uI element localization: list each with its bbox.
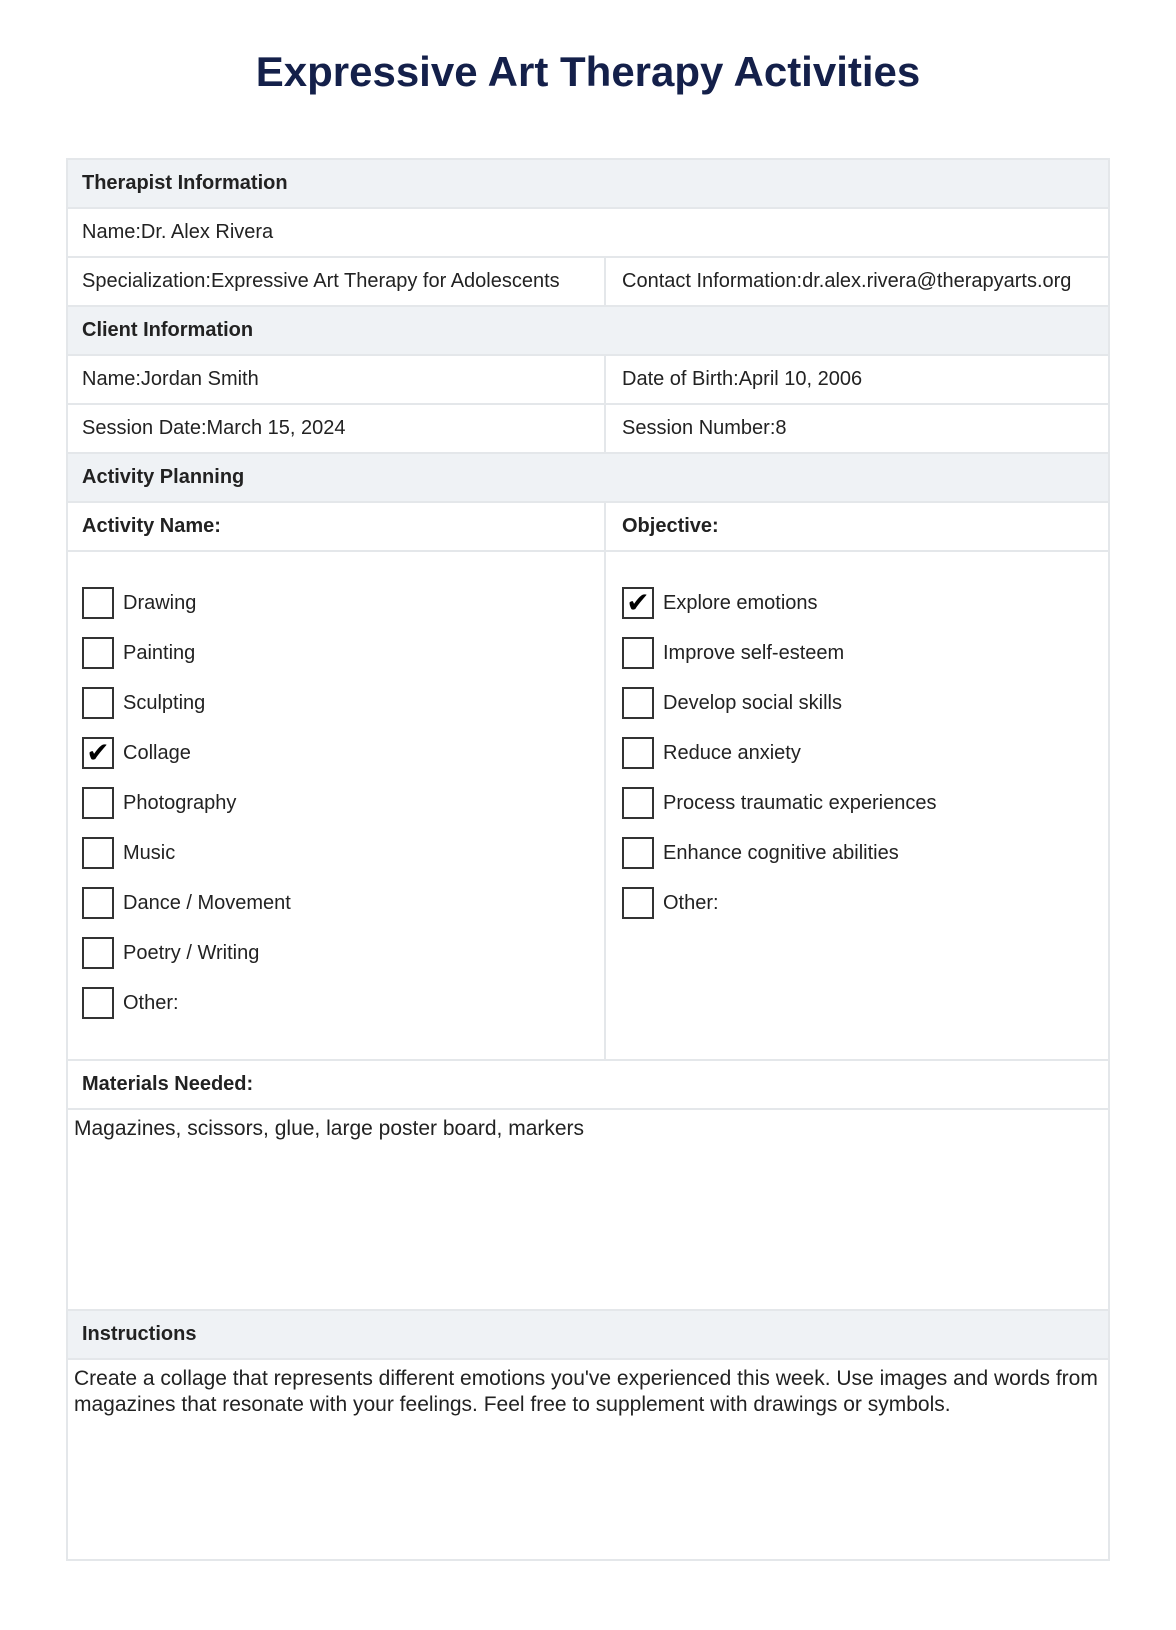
- activity-option[interactable]: [82, 578, 604, 628]
- activity-option[interactable]: [82, 978, 604, 1028]
- checkbox[interactable]: [622, 687, 654, 719]
- activity-option[interactable]: [82, 628, 604, 678]
- page-title: Expressive Art Therapy Activities: [255, 48, 921, 95]
- checkbox[interactable]: [82, 937, 114, 969]
- specialization-field[interactable]: [68, 258, 606, 305]
- checkbox[interactable]: [82, 637, 114, 669]
- value: 8: [775, 417, 787, 439]
- label: Name:: [82, 221, 141, 243]
- objective-option[interactable]: [622, 878, 1108, 928]
- checkbox-label: Reduce anxiety: [663, 741, 801, 764]
- label: Name:: [82, 368, 141, 390]
- checkbox[interactable]: ✔: [622, 587, 654, 619]
- checkbox-label: Develop social skills: [663, 691, 842, 714]
- materials-header: Materials Needed:: [82, 1073, 254, 1095]
- activity-option[interactable]: [82, 728, 604, 778]
- checkbox-label: Dance / Movement: [123, 891, 291, 914]
- value: dr.alex.rivera@therapyarts.org: [802, 270, 1072, 292]
- checkbox[interactable]: [82, 887, 114, 919]
- session-number-field[interactable]: [606, 405, 1108, 452]
- checkbox-label: Improve self-esteem: [663, 641, 845, 664]
- value: April 10, 2006: [738, 368, 863, 390]
- label: Contact Information:: [622, 270, 803, 292]
- client-section-header: Client Information: [68, 307, 1108, 354]
- client-name-field[interactable]: [68, 356, 606, 403]
- activity-option[interactable]: [82, 928, 604, 978]
- checkbox-label: Painting: [123, 641, 196, 664]
- checkbox[interactable]: [82, 587, 114, 619]
- checkbox[interactable]: [622, 787, 654, 819]
- objective-checklist: [606, 552, 1108, 1059]
- activity-option[interactable]: [82, 878, 604, 928]
- label: Session Date:: [82, 417, 207, 439]
- value: Dr. Alex Rivera: [140, 221, 274, 243]
- checkbox-label: Explore emotions: [663, 591, 818, 614]
- checkbox-label: Process traumatic experiences: [663, 791, 937, 814]
- checkbox-label: Poetry / Writing: [123, 941, 260, 964]
- checkbox[interactable]: [82, 687, 114, 719]
- objective-option[interactable]: [622, 828, 1108, 878]
- objective-option[interactable]: [622, 678, 1108, 728]
- contact-field[interactable]: [606, 258, 1108, 305]
- checkbox[interactable]: [82, 787, 114, 819]
- activity-option[interactable]: [82, 678, 604, 728]
- instructions-textarea[interactable]: Create a collage that represents different emotions you've experienced this week. Use images and words from magazines that resonate with your feelings. Feel free to supplement with drawings or symbols.: [74, 1367, 1098, 1416]
- checkbox-label: Other:: [663, 891, 719, 914]
- label: Session Number:: [622, 417, 776, 439]
- checkbox[interactable]: [622, 637, 654, 669]
- activity-name-header: Activity Name:: [68, 503, 606, 550]
- checkbox[interactable]: [82, 837, 114, 869]
- checkbox-label: Photography: [123, 791, 237, 814]
- checkbox[interactable]: [82, 987, 114, 1019]
- checkbox[interactable]: [622, 737, 654, 769]
- value: Jordan Smith: [140, 368, 259, 390]
- checkbox-label: Music: [123, 841, 176, 864]
- activity-checklist: [68, 552, 606, 1059]
- checkbox[interactable]: [622, 887, 654, 919]
- dob-field[interactable]: [606, 356, 1108, 403]
- activity-option[interactable]: [82, 828, 604, 878]
- objective-option[interactable]: [622, 578, 1108, 628]
- objective-option[interactable]: [622, 778, 1108, 828]
- therapist-section-header: Therapist Information: [68, 160, 1108, 207]
- activity-section-header: Activity Planning: [68, 454, 1108, 501]
- checkbox[interactable]: ✔: [82, 737, 114, 769]
- materials-textarea[interactable]: Magazines, scissors, glue, large poster board, markers: [74, 1117, 585, 1140]
- checkbox-label: Drawing: [123, 591, 197, 614]
- form-table: [66, 158, 1110, 1561]
- label: Date of Birth:: [622, 368, 739, 390]
- label: Specialization:: [82, 270, 211, 292]
- activity-option[interactable]: [82, 778, 604, 828]
- checkbox-label: Enhance cognitive abilities: [663, 841, 899, 864]
- value: Expressive Art Therapy for Adolescents: [210, 270, 560, 292]
- objective-option[interactable]: [622, 628, 1108, 678]
- checkbox-label: Sculpting: [123, 691, 206, 714]
- objective-option[interactable]: [622, 728, 1108, 778]
- instructions-header: Instructions: [68, 1311, 1108, 1358]
- therapist-name-field[interactable]: [68, 209, 1108, 256]
- checkbox-label: Other:: [123, 991, 179, 1014]
- objective-header: Objective:: [622, 515, 719, 537]
- checkbox-label: Collage: [123, 741, 191, 764]
- checkbox[interactable]: [622, 837, 654, 869]
- value: March 15, 2024: [206, 417, 346, 439]
- session-date-field[interactable]: [68, 405, 606, 452]
